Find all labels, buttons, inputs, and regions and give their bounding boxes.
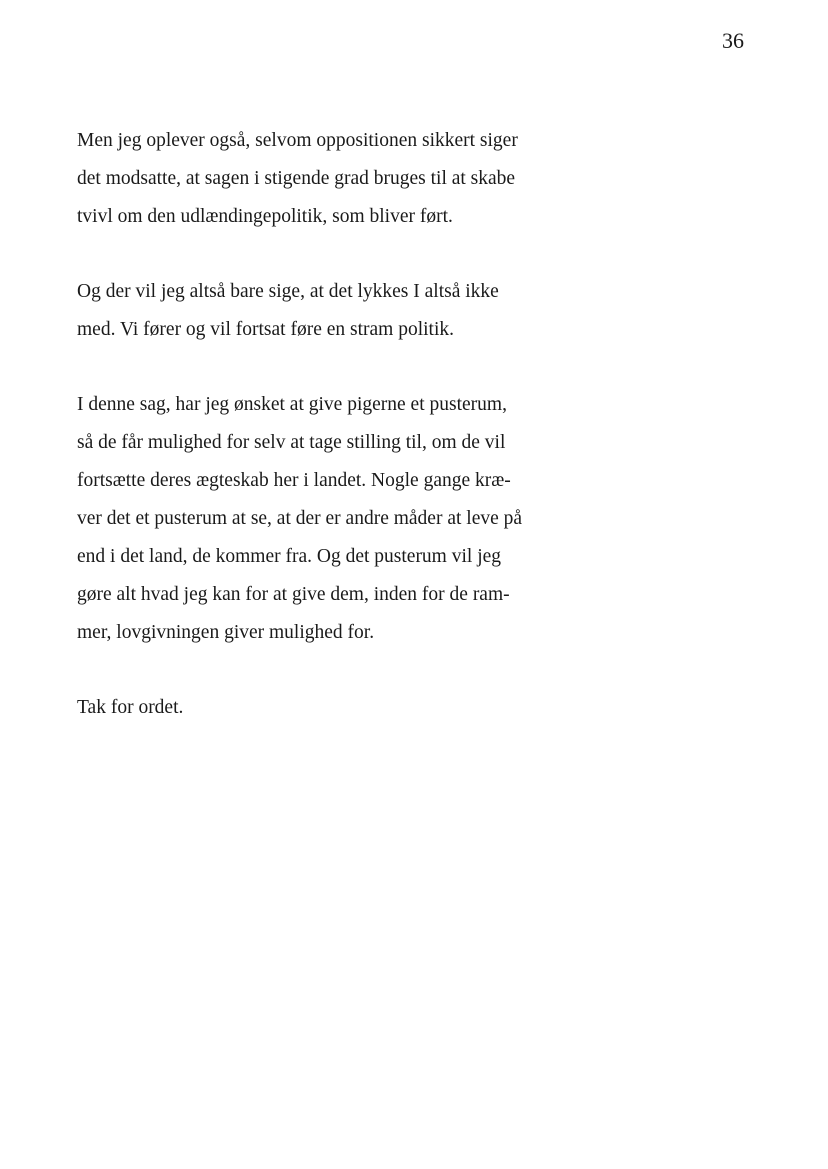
text-line: tvivl om den udlændingepolitik, som bliver ført. bbox=[77, 206, 453, 227]
text-line: mer, lovgivningen giver mulighed for. bbox=[77, 622, 375, 643]
text-line: gøre alt hvad jeg kan for at give dem, inden for de ram- bbox=[77, 584, 510, 605]
paragraph-1 bbox=[77, 122, 597, 236]
text-line: så de får mulighed for selv at tage stilling til, om de vil bbox=[77, 432, 506, 453]
text-line: ver det et pusterum at se, at der er andre måder at leve på bbox=[77, 508, 523, 529]
page-number: 36 bbox=[722, 28, 744, 53]
text-line: Tak for ordet. bbox=[77, 697, 184, 718]
text-line: Og der vil jeg altså bare sige, at det lykkes I altså ikke bbox=[77, 281, 499, 302]
text-line: med. Vi fører og vil fortsat føre en stram politik. bbox=[77, 319, 455, 340]
document-body bbox=[77, 122, 597, 764]
paragraph-3 bbox=[77, 386, 597, 652]
paragraph-2 bbox=[77, 273, 597, 349]
text-line: fortsætte deres ægteskab her i landet. Nogle gange kræ- bbox=[77, 470, 511, 491]
text-line: Men jeg oplever også, selvom oppositionen sikkert siger bbox=[77, 130, 518, 151]
text-line: end i det land, de kommer fra. Og det pusterum vil jeg bbox=[77, 546, 502, 567]
text-line: I denne sag, har jeg ønsket at give pigerne et pusterum, bbox=[77, 394, 507, 415]
text-line: det modsatte, at sagen i stigende grad bruges til at skabe bbox=[77, 168, 516, 189]
paragraph-4 bbox=[77, 689, 597, 727]
